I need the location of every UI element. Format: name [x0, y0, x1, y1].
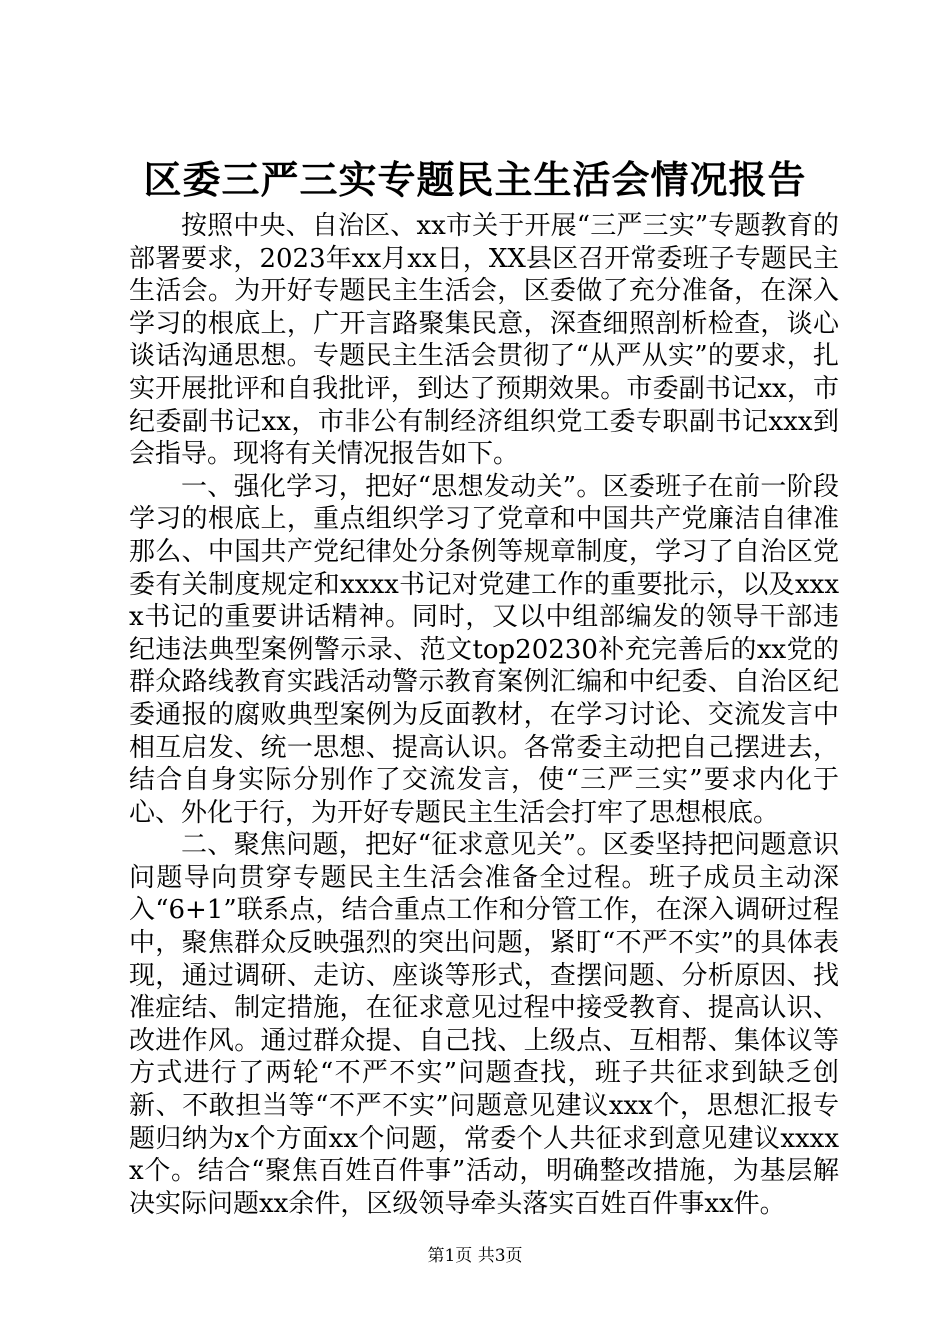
paragraph-intro: 按照中央、自治区、xx市关于开展“三严三实”专题教育的部署要求，2023年xx月xx日，XX县区召开常委班子专题民主生活会。为开好专题民主生活会，区委做了充分准备，在深入学习的根底上，广开言路聚集民意，深查细照剖析检查，谈心谈话沟通思想。专题民主生活会贯彻了“从严从实”的要求，扎实开展批评和自我批评，到达了预期效果。市委副书记xx，市纪委副书记xx，市非公有制经济组织党工委专职副书记xxx到会指导。现将有关情况报告如下。 — [129, 211, 839, 470]
paragraph-section-one: 一、强化学习，把好“思想发动关”。区委班子在前一阶段学习的根底上，重点组织学习了党章和中国共产党廉洁自律准那么、中国共产党纪律处分条例等规章制度，学习了自治区党委有关制度规定和xxxx书记对党建工作的重要批示，以及xxxx书记的重要讲话精神。同时，又以中组部编发的领导干部违纪违法典型案例警示录、范文top20230补充完善后的xx党的群众路线教育实践活动警示教育案例汇编和中纪委、自治区纪委通报的腐败典型案例为反面教材，在学习讨论、交流发言中相互启发、统一思想、提高认识。各常委主动把自己摆进去，结合自身实际分别作了交流发言，使“三严三实”要求内化于心、外化于行，为开好专题民主生活会打牢了思想根底。 — [129, 471, 839, 828]
page-number-footer: 第1页 共3页 — [427, 1246, 523, 1266]
document-title: 区委三严三实专题民主生活会情况报告 — [143, 157, 807, 202]
paragraph-section-two: 二、聚焦问题，把好“征求意见关”。区委坚持把问题意识问题导向贯穿专题民主生活会准备全过程。班子成员主动深入“6+1”联系点，结合重点工作和分管工作，在深入调研过程中，聚焦群众反映强烈的突出问题，紧盯“不严不实”的具体表现，通过调研、走访、座谈等形式，查摆问题、分析原因、找准症结、制定措施，在征求意见过程中接受教育、提高认识、改进作风。通过群众提、自己找、上级点、互相帮、集体议等方式进行了两轮“不严不实”问题查找，班子共征求到缺乏创新、不敢担当等“不严不实”问题意见建议xxx个，思想汇报专题归纳为x个方面xx个问题，常委个人共征求到意见建议xxxxx个。结合“聚焦百姓百件事”活动，明确整改措施，为基层解决实际问题xx余件，区级领导牵头落实百姓百件事xx件。 — [129, 830, 839, 1219]
document-body — [129, 210, 839, 1220]
